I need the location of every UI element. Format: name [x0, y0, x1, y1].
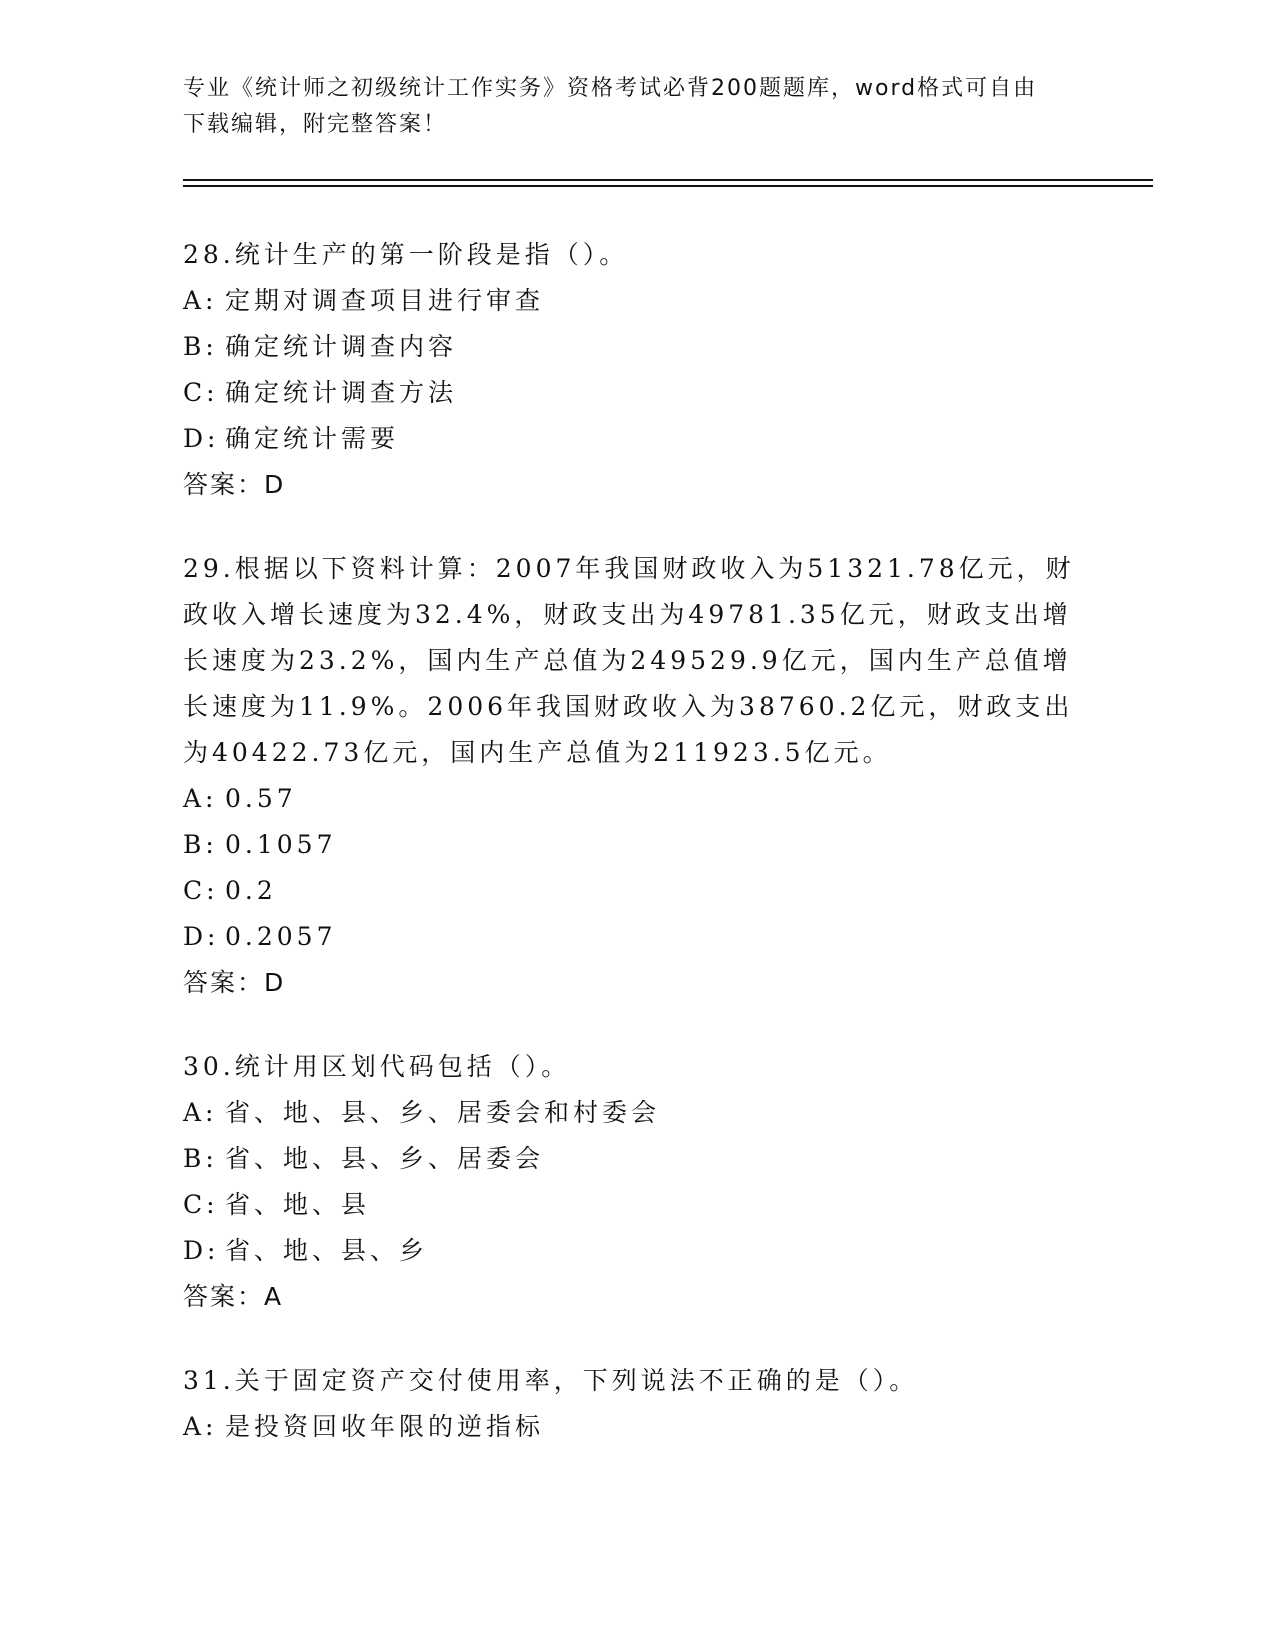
question-30: [183, 1044, 1083, 1320]
question-31: [183, 1358, 1083, 1450]
option-a: [183, 776, 1083, 822]
question-28: [183, 232, 1083, 508]
option-letter: C:: [183, 378, 219, 407]
option-letter: B:: [183, 830, 218, 859]
header-line-2: 下载编辑，附完整答案！: [183, 112, 448, 137]
option-text: 省、地、县、乡: [225, 1236, 429, 1265]
option-letter: D:: [183, 1236, 220, 1265]
option-letter: A:: [183, 286, 218, 315]
option-text: 0.2: [225, 876, 277, 905]
option-letter: A:: [183, 784, 218, 813]
option-text: 省、地、县、乡、居委会和村委会: [225, 1098, 661, 1127]
option-b: [183, 1136, 1083, 1182]
answer-line: 答案：D: [183, 470, 286, 499]
option-letter: A:: [183, 1098, 218, 1127]
option-letter: D:: [183, 922, 220, 951]
option-text: 省、地、县、乡、居委会: [225, 1144, 545, 1173]
document-header: [183, 71, 1083, 143]
option-d: [183, 1228, 1083, 1274]
header-divider-bottom: [183, 185, 1153, 187]
option-d: [183, 416, 1083, 462]
option-letter: D:: [183, 424, 220, 453]
question-text: 28.统计生产的第一阶段是指（）。: [183, 240, 629, 269]
option-text: 是投资回收年限的逆指标: [225, 1412, 545, 1441]
option-text: 确定统计调查方法: [225, 378, 458, 407]
option-c: [183, 1182, 1083, 1228]
question-29: [183, 546, 1083, 1006]
option-text: 省、地、县: [225, 1190, 371, 1219]
option-text: 确定统计需要: [225, 424, 400, 453]
question-list: [183, 232, 1083, 1488]
option-text: 0.2057: [225, 922, 337, 951]
option-text: 0.57: [225, 784, 297, 813]
option-letter: A:: [183, 1412, 218, 1441]
question-text: 30.统计用区划代码包括（）。: [183, 1052, 571, 1081]
option-c: [183, 370, 1083, 416]
answer-line: 答案：D: [183, 968, 286, 997]
option-d: [183, 914, 1083, 960]
option-a: [183, 278, 1083, 324]
option-b: [183, 324, 1083, 370]
header-line-1: 专业《统计师之初级统计工作实务》资格考试必背200题题库，word格式可自由: [183, 76, 1038, 101]
option-letter: B:: [183, 1144, 218, 1173]
option-a: [183, 1404, 1083, 1450]
header-divider-top: [183, 179, 1153, 181]
question-text: 31.关于固定资产交付使用率，下列说法不正确的是（）。: [183, 1366, 919, 1395]
option-text: 确定统计调查内容: [225, 332, 458, 361]
question-text: 29.根据以下资料计算：2007年我国财政收入为51321.78亿元，财政收入增长速度为32.4%，财政支出为49781.35亿元，财政支出增长速度为23.2%，国内生产总值为249529.9亿元，国内生产总值增长速度为11.9%。2006年我国财政收入为38760.2亿元，财政支出为40422.73亿元，国内生产总值为211923.5亿元。: [183, 554, 1075, 767]
option-letter: B:: [183, 332, 218, 361]
option-letter: C:: [183, 1190, 219, 1219]
option-b: [183, 822, 1083, 868]
option-text: 0.1057: [225, 830, 337, 859]
option-c: [183, 868, 1083, 914]
answer-line: 答案：A: [183, 1282, 284, 1311]
option-a: [183, 1090, 1083, 1136]
option-text: 定期对调查项目进行审查: [225, 286, 545, 315]
option-letter: C:: [183, 876, 219, 905]
